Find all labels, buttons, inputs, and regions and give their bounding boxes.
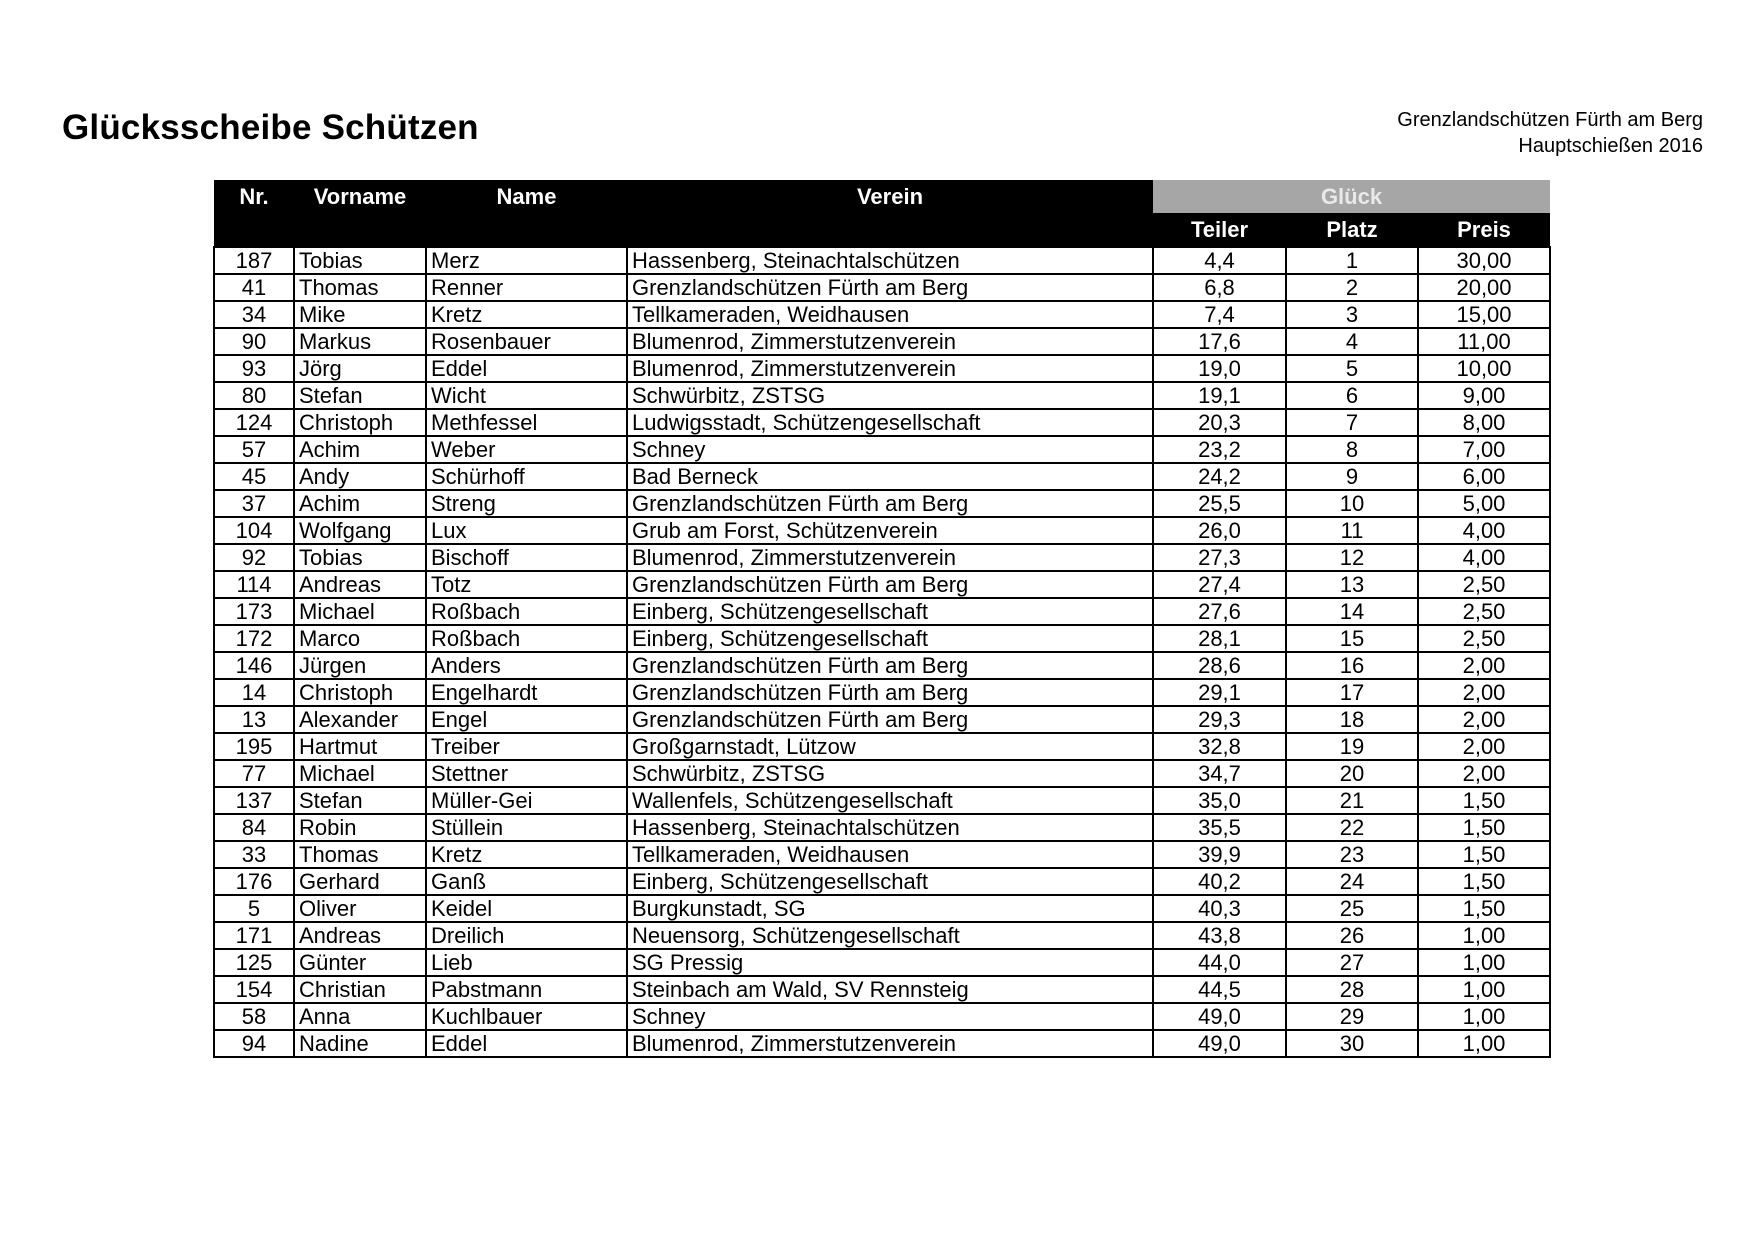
- table-row: [214, 1030, 1550, 1057]
- cell-name: Rosenbauer: [426, 328, 627, 355]
- cell-preis: 1,50: [1418, 895, 1550, 922]
- cell-verein: Neuensorg, Schützengesellschaft: [627, 922, 1153, 949]
- cell-name: Totz: [426, 571, 627, 598]
- cell-name: Stettner: [426, 760, 627, 787]
- cell-teiler: 49,0: [1153, 1030, 1286, 1057]
- cell-preis: 5,00: [1418, 490, 1550, 517]
- cell-teiler: 24,2: [1153, 463, 1286, 490]
- cell-vorname: Jörg: [294, 355, 426, 382]
- cell-verein: Einberg, Schützengesellschaft: [627, 598, 1153, 625]
- cell-vorname: Andreas: [294, 571, 426, 598]
- cell-vorname: Christoph: [294, 409, 426, 436]
- cell-nr: 93: [214, 355, 294, 382]
- cell-platz: 17: [1286, 679, 1418, 706]
- cell-vorname: Thomas: [294, 841, 426, 868]
- cell-teiler: 40,2: [1153, 868, 1286, 895]
- cell-name: Lux: [426, 517, 627, 544]
- cell-verein: Grenzlandschützen Fürth am Berg: [627, 571, 1153, 598]
- cell-nr: 33: [214, 841, 294, 868]
- cell-teiler: 19,0: [1153, 355, 1286, 382]
- cell-name: Müller-Gei: [426, 787, 627, 814]
- cell-teiler: 44,0: [1153, 949, 1286, 976]
- table-row: [214, 652, 1550, 679]
- cell-verein: Blumenrod, Zimmerstutzenverein: [627, 544, 1153, 571]
- table-row: [214, 679, 1550, 706]
- cell-preis: 4,00: [1418, 517, 1550, 544]
- table-row: [214, 706, 1550, 733]
- cell-verein: Schwürbitz, ZSTSG: [627, 382, 1153, 409]
- cell-platz: 3: [1286, 301, 1418, 328]
- cell-preis: 2,00: [1418, 733, 1550, 760]
- cell-name: Eddel: [426, 1030, 627, 1057]
- cell-platz: 29: [1286, 1003, 1418, 1030]
- cell-teiler: 29,1: [1153, 679, 1286, 706]
- cell-preis: 1,00: [1418, 949, 1550, 976]
- header-row-sub: [214, 213, 1550, 247]
- cell-vorname: Mike: [294, 301, 426, 328]
- cell-vorname: Achim: [294, 490, 426, 517]
- cell-platz: 22: [1286, 814, 1418, 841]
- cell-platz: 11: [1286, 517, 1418, 544]
- cell-teiler: 7,4: [1153, 301, 1286, 328]
- cell-verein: Schney: [627, 1003, 1153, 1030]
- table-row: [214, 814, 1550, 841]
- table-row: [214, 1003, 1550, 1030]
- results-body: [214, 247, 1550, 1057]
- table-row: [214, 328, 1550, 355]
- cell-verein: Schney: [627, 436, 1153, 463]
- cell-preis: 1,00: [1418, 1003, 1550, 1030]
- cell-name: Kretz: [426, 301, 627, 328]
- cell-name: Weber: [426, 436, 627, 463]
- table-row: [214, 436, 1550, 463]
- cell-platz: 9: [1286, 463, 1418, 490]
- cell-name: Kuchlbauer: [426, 1003, 627, 1030]
- cell-name: Engel: [426, 706, 627, 733]
- cell-name: Wicht: [426, 382, 627, 409]
- cell-vorname: Günter: [294, 949, 426, 976]
- cell-vorname: Alexander: [294, 706, 426, 733]
- cell-preis: 11,00: [1418, 328, 1550, 355]
- header-preis: Preis: [1418, 213, 1550, 247]
- cell-nr: 124: [214, 409, 294, 436]
- cell-verein: Blumenrod, Zimmerstutzenverein: [627, 1030, 1153, 1057]
- cell-preis: 1,50: [1418, 787, 1550, 814]
- table-row: [214, 787, 1550, 814]
- cell-teiler: 20,3: [1153, 409, 1286, 436]
- cell-preis: 2,50: [1418, 625, 1550, 652]
- table-row: [214, 409, 1550, 436]
- cell-verein: Tellkameraden, Weidhausen: [627, 841, 1153, 868]
- cell-teiler: 32,8: [1153, 733, 1286, 760]
- cell-preis: 1,00: [1418, 922, 1550, 949]
- cell-nr: 57: [214, 436, 294, 463]
- cell-platz: 13: [1286, 571, 1418, 598]
- cell-name: Merz: [426, 247, 627, 274]
- cell-platz: 2: [1286, 274, 1418, 301]
- cell-teiler: 40,3: [1153, 895, 1286, 922]
- cell-teiler: 35,5: [1153, 814, 1286, 841]
- cell-platz: 25: [1286, 895, 1418, 922]
- cell-teiler: 43,8: [1153, 922, 1286, 949]
- cell-name: Roßbach: [426, 598, 627, 625]
- cell-vorname: Christian: [294, 976, 426, 1003]
- cell-verein: Blumenrod, Zimmerstutzenverein: [627, 355, 1153, 382]
- table-row: [214, 247, 1550, 274]
- cell-vorname: Jürgen: [294, 652, 426, 679]
- cell-verein: Grub am Forst, Schützenverein: [627, 517, 1153, 544]
- cell-vorname: Michael: [294, 760, 426, 787]
- cell-verein: Grenzlandschützen Fürth am Berg: [627, 706, 1153, 733]
- cell-platz: 10: [1286, 490, 1418, 517]
- cell-platz: 28: [1286, 976, 1418, 1003]
- cell-vorname: Nadine: [294, 1030, 426, 1057]
- page-title: Glücksscheibe Schützen: [62, 108, 479, 147]
- cell-vorname: Anna: [294, 1003, 426, 1030]
- cell-platz: 15: [1286, 625, 1418, 652]
- cell-verein: Tellkameraden, Weidhausen: [627, 301, 1153, 328]
- table-row: [214, 355, 1550, 382]
- cell-preis: 1,00: [1418, 976, 1550, 1003]
- cell-name: Dreilich: [426, 922, 627, 949]
- cell-nr: 94: [214, 1030, 294, 1057]
- cell-verein: Hassenberg, Steinachtalschützen: [627, 247, 1153, 274]
- results-table: [213, 180, 1551, 1058]
- cell-vorname: Michael: [294, 598, 426, 625]
- cell-name: Anders: [426, 652, 627, 679]
- cell-platz: 24: [1286, 868, 1418, 895]
- cell-name: Kretz: [426, 841, 627, 868]
- cell-vorname: Tobias: [294, 247, 426, 274]
- cell-verein: Bad Berneck: [627, 463, 1153, 490]
- header-row-main: [214, 180, 1550, 213]
- cell-vorname: Christoph: [294, 679, 426, 706]
- table-row: [214, 868, 1550, 895]
- cell-platz: 26: [1286, 922, 1418, 949]
- table-row: [214, 895, 1550, 922]
- cell-teiler: 28,6: [1153, 652, 1286, 679]
- cell-verein: Ludwigsstadt, Schützengesellschaft: [627, 409, 1153, 436]
- cell-verein: Wallenfels, Schützengesellschaft: [627, 787, 1153, 814]
- cell-nr: 104: [214, 517, 294, 544]
- table-row: [214, 301, 1550, 328]
- cell-platz: 30: [1286, 1030, 1418, 1057]
- cell-teiler: 28,1: [1153, 625, 1286, 652]
- cell-preis: 2,00: [1418, 760, 1550, 787]
- cell-preis: 2,00: [1418, 652, 1550, 679]
- cell-verein: Einberg, Schützengesellschaft: [627, 868, 1153, 895]
- cell-name: Stüllein: [426, 814, 627, 841]
- cell-nr: 195: [214, 733, 294, 760]
- cell-preis: 8,00: [1418, 409, 1550, 436]
- cell-platz: 8: [1286, 436, 1418, 463]
- cell-preis: 2,00: [1418, 679, 1550, 706]
- cell-nr: 114: [214, 571, 294, 598]
- cell-nr: 137: [214, 787, 294, 814]
- cell-preis: 10,00: [1418, 355, 1550, 382]
- cell-nr: 187: [214, 247, 294, 274]
- cell-teiler: 6,8: [1153, 274, 1286, 301]
- cell-teiler: 19,1: [1153, 382, 1286, 409]
- cell-nr: 41: [214, 274, 294, 301]
- table-row: [214, 544, 1550, 571]
- header-vorname: Vorname: [294, 180, 426, 213]
- cell-teiler: 49,0: [1153, 1003, 1286, 1030]
- cell-preis: 15,00: [1418, 301, 1550, 328]
- cell-nr: 90: [214, 328, 294, 355]
- cell-preis: 1,50: [1418, 841, 1550, 868]
- cell-platz: 4: [1286, 328, 1418, 355]
- cell-vorname: Oliver: [294, 895, 426, 922]
- cell-nr: 172: [214, 625, 294, 652]
- cell-verein: Blumenrod, Zimmerstutzenverein: [627, 328, 1153, 355]
- cell-nr: 5: [214, 895, 294, 922]
- cell-teiler: 27,4: [1153, 571, 1286, 598]
- cell-preis: 2,50: [1418, 571, 1550, 598]
- cell-name: Eddel: [426, 355, 627, 382]
- cell-preis: 30,00: [1418, 247, 1550, 274]
- cell-verein: Schwürbitz, ZSTSG: [627, 760, 1153, 787]
- cell-platz: 23: [1286, 841, 1418, 868]
- table-row: [214, 274, 1550, 301]
- table-row: [214, 598, 1550, 625]
- cell-teiler: 35,0: [1153, 787, 1286, 814]
- cell-nr: 171: [214, 922, 294, 949]
- cell-name: Roßbach: [426, 625, 627, 652]
- cell-vorname: Andy: [294, 463, 426, 490]
- cell-name: Streng: [426, 490, 627, 517]
- cell-vorname: Stefan: [294, 787, 426, 814]
- cell-vorname: Thomas: [294, 274, 426, 301]
- cell-nr: 154: [214, 976, 294, 1003]
- cell-verein: Steinbach am Wald, SV Rennsteig: [627, 976, 1153, 1003]
- cell-verein: Grenzlandschützen Fürth am Berg: [627, 490, 1153, 517]
- cell-platz: 27: [1286, 949, 1418, 976]
- cell-name: Engelhardt: [426, 679, 627, 706]
- cell-platz: 16: [1286, 652, 1418, 679]
- cell-teiler: 27,6: [1153, 598, 1286, 625]
- cell-nr: 13: [214, 706, 294, 733]
- cell-vorname: Marco: [294, 625, 426, 652]
- cell-preis: 7,00: [1418, 436, 1550, 463]
- cell-name: Methfessel: [426, 409, 627, 436]
- cell-verein: Grenzlandschützen Fürth am Berg: [627, 679, 1153, 706]
- cell-vorname: Markus: [294, 328, 426, 355]
- cell-verein: Großgarnstadt, Lützow: [627, 733, 1153, 760]
- header-teiler: Teiler: [1153, 213, 1286, 247]
- table-row: [214, 949, 1550, 976]
- cell-verein: Grenzlandschützen Fürth am Berg: [627, 274, 1153, 301]
- cell-preis: 1,00: [1418, 1030, 1550, 1057]
- cell-vorname: Gerhard: [294, 868, 426, 895]
- cell-teiler: 44,5: [1153, 976, 1286, 1003]
- cell-platz: 7: [1286, 409, 1418, 436]
- table-row: [214, 382, 1550, 409]
- table-row: [214, 571, 1550, 598]
- cell-teiler: 39,9: [1153, 841, 1286, 868]
- table-row: [214, 922, 1550, 949]
- organization-name: Grenzlandschützen Fürth am Berg: [1397, 109, 1703, 131]
- table-row: [214, 463, 1550, 490]
- cell-teiler: 17,6: [1153, 328, 1286, 355]
- cell-platz: 19: [1286, 733, 1418, 760]
- cell-platz: 6: [1286, 382, 1418, 409]
- header-verein: Verein: [627, 180, 1153, 213]
- cell-name: Pabstmann: [426, 976, 627, 1003]
- cell-preis: 4,00: [1418, 544, 1550, 571]
- cell-verein: Einberg, Schützengesellschaft: [627, 625, 1153, 652]
- cell-nr: 14: [214, 679, 294, 706]
- header-nr: Nr.: [214, 180, 294, 213]
- table-row: [214, 976, 1550, 1003]
- cell-nr: 84: [214, 814, 294, 841]
- cell-teiler: 25,5: [1153, 490, 1286, 517]
- cell-platz: 21: [1286, 787, 1418, 814]
- cell-nr: 58: [214, 1003, 294, 1030]
- table-row: [214, 625, 1550, 652]
- cell-name: Schürhoff: [426, 463, 627, 490]
- cell-preis: 2,00: [1418, 706, 1550, 733]
- cell-platz: 12: [1286, 544, 1418, 571]
- cell-vorname: Achim: [294, 436, 426, 463]
- header-glueck: Glück: [1153, 180, 1550, 213]
- cell-vorname: Stefan: [294, 382, 426, 409]
- organization-block: [1397, 107, 1703, 159]
- header-platz: Platz: [1286, 213, 1418, 247]
- cell-preis: 6,00: [1418, 463, 1550, 490]
- cell-vorname: Andreas: [294, 922, 426, 949]
- cell-teiler: 34,7: [1153, 760, 1286, 787]
- cell-name: Bischoff: [426, 544, 627, 571]
- cell-teiler: 4,4: [1153, 247, 1286, 274]
- cell-nr: 176: [214, 868, 294, 895]
- cell-nr: 92: [214, 544, 294, 571]
- table-row: [214, 517, 1550, 544]
- cell-verein: Grenzlandschützen Fürth am Berg: [627, 652, 1153, 679]
- table-row: [214, 841, 1550, 868]
- cell-verein: Hassenberg, Steinachtalschützen: [627, 814, 1153, 841]
- cell-teiler: 29,3: [1153, 706, 1286, 733]
- cell-nr: 173: [214, 598, 294, 625]
- cell-platz: 18: [1286, 706, 1418, 733]
- cell-vorname: Wolfgang: [294, 517, 426, 544]
- cell-name: Lieb: [426, 949, 627, 976]
- cell-vorname: Robin: [294, 814, 426, 841]
- cell-verein: SG Pressig: [627, 949, 1153, 976]
- cell-preis: 1,50: [1418, 814, 1550, 841]
- cell-teiler: 23,2: [1153, 436, 1286, 463]
- header-name: Name: [426, 180, 627, 213]
- table-row: [214, 760, 1550, 787]
- table-row: [214, 490, 1550, 517]
- cell-name: Renner: [426, 274, 627, 301]
- cell-nr: 37: [214, 490, 294, 517]
- cell-nr: 45: [214, 463, 294, 490]
- cell-platz: 14: [1286, 598, 1418, 625]
- cell-preis: 20,00: [1418, 274, 1550, 301]
- cell-preis: 2,50: [1418, 598, 1550, 625]
- cell-preis: 1,50: [1418, 868, 1550, 895]
- table-row: [214, 733, 1550, 760]
- cell-preis: 9,00: [1418, 382, 1550, 409]
- cell-teiler: 26,0: [1153, 517, 1286, 544]
- event-name: Hauptschießen 2016: [1518, 135, 1703, 157]
- cell-platz: 1: [1286, 247, 1418, 274]
- cell-nr: 77: [214, 760, 294, 787]
- cell-platz: 20: [1286, 760, 1418, 787]
- cell-nr: 34: [214, 301, 294, 328]
- cell-nr: 80: [214, 382, 294, 409]
- cell-name: Ganß: [426, 868, 627, 895]
- cell-platz: 5: [1286, 355, 1418, 382]
- cell-nr: 125: [214, 949, 294, 976]
- cell-name: Keidel: [426, 895, 627, 922]
- cell-nr: 146: [214, 652, 294, 679]
- cell-vorname: Tobias: [294, 544, 426, 571]
- cell-verein: Burgkunstadt, SG: [627, 895, 1153, 922]
- cell-teiler: 27,3: [1153, 544, 1286, 571]
- cell-name: Treiber: [426, 733, 627, 760]
- cell-vorname: Hartmut: [294, 733, 426, 760]
